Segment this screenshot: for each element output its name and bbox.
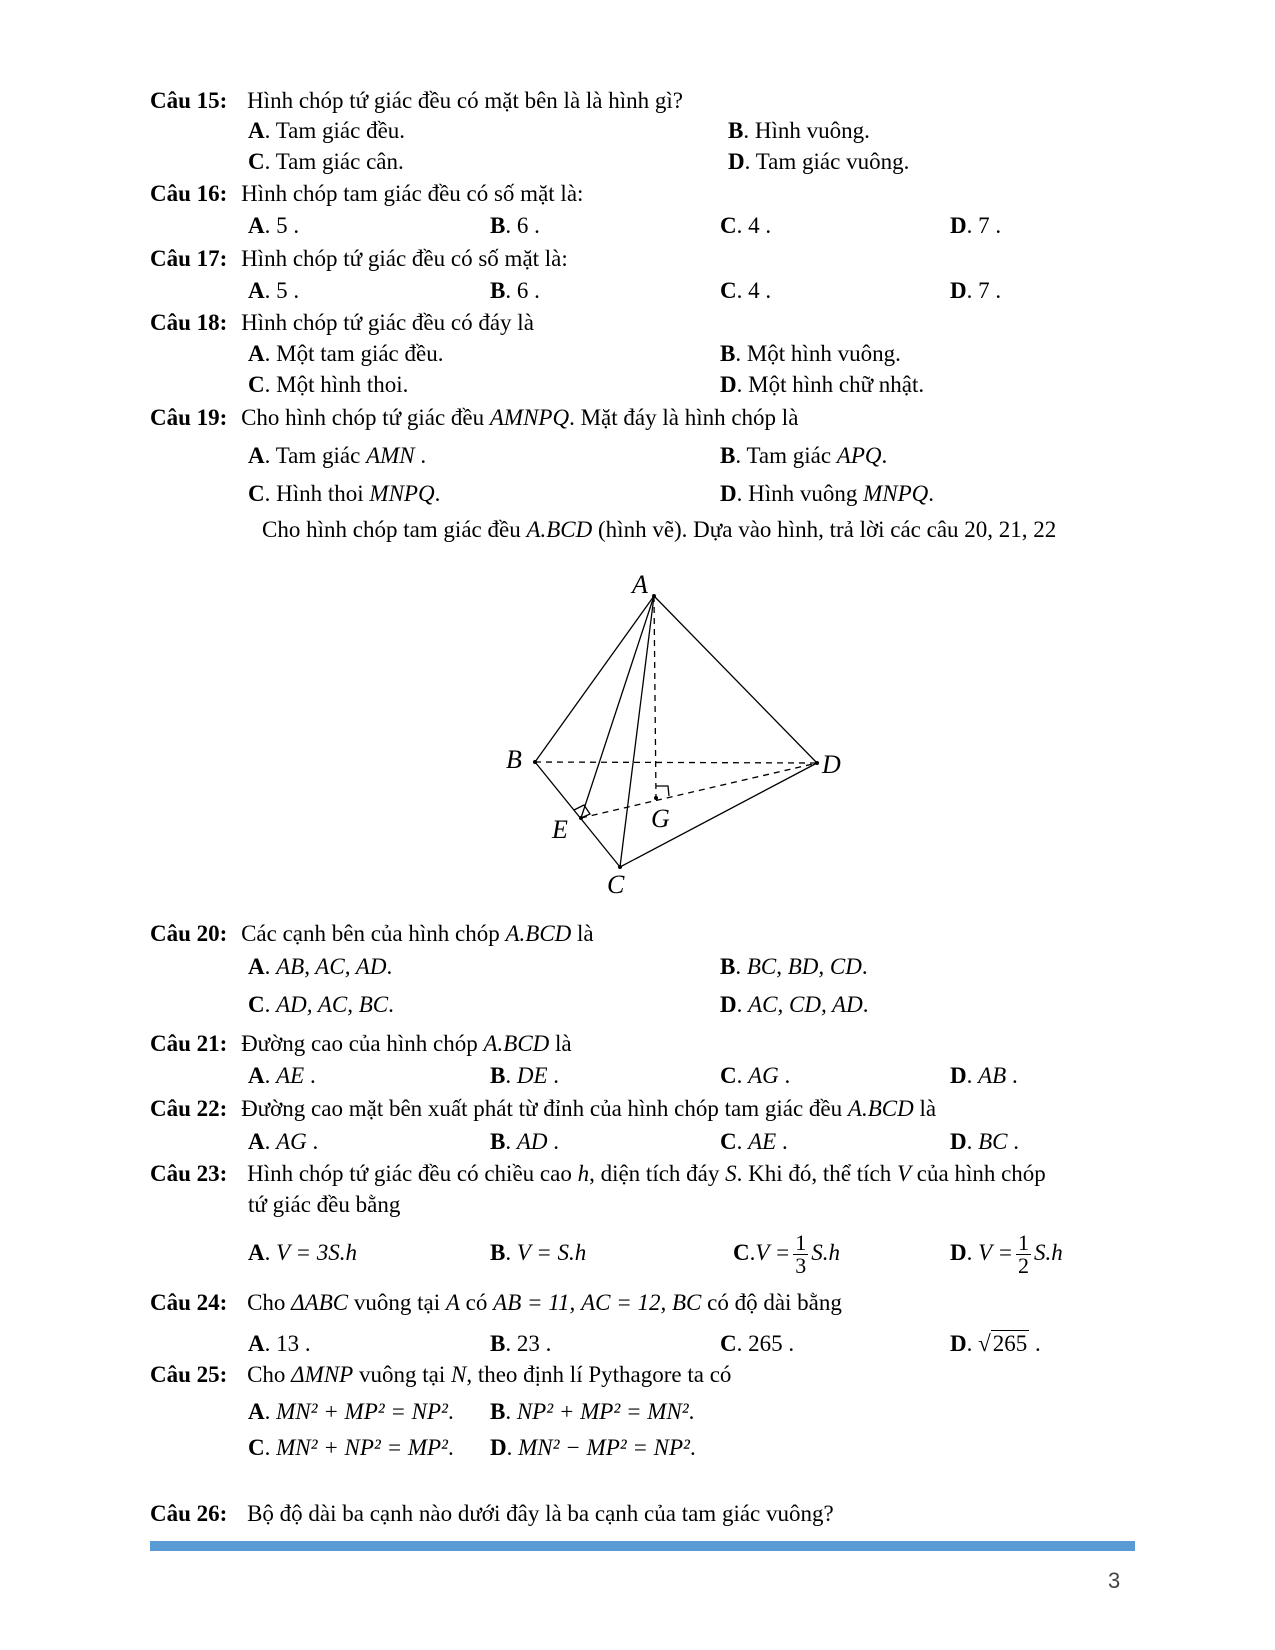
footer-bar xyxy=(150,1541,1135,1551)
label-B: B xyxy=(506,745,522,774)
question-20: Câu 20: Các cạnh bên của hình chóp A.BCD là xyxy=(150,921,594,946)
question-17: Câu 17: Hình chóp tứ giác đều có số mặt là: xyxy=(150,246,568,271)
q22-option-d[interactable]: D. BC . xyxy=(950,1129,1020,1154)
edge-BD xyxy=(535,762,817,763)
right-angle-G xyxy=(656,786,669,796)
q23-option-a[interactable]: A. V = 3S.h xyxy=(248,1240,358,1265)
q16-option-c[interactable]: C. 4 . xyxy=(720,213,772,238)
edge-AG xyxy=(654,596,656,798)
q16-option-a[interactable]: A. 5 . xyxy=(248,213,300,238)
question-24: Câu 24: Cho ΔABC vuông tại A có AB = 11, AC = 12, BC có độ dài bằng xyxy=(150,1290,842,1315)
label-G: G xyxy=(651,804,670,833)
q15-option-c[interactable]: C. Tam giác cân. xyxy=(248,149,404,174)
fraction: $\frac{1}{3}$ xyxy=(795,1230,807,1279)
q23-option-b[interactable]: B. V = S.h xyxy=(490,1240,587,1265)
fraction: $\frac{1}{2}$ xyxy=(1018,1230,1030,1279)
question-25: Câu 25: Cho ΔMNP vuông tại N, theo định lí Pythagore ta có xyxy=(150,1362,732,1387)
question-23-line-2: tứ giác đều bằng xyxy=(248,1192,401,1217)
q25-option-c[interactable]: C. MN² + NP² = MP². xyxy=(248,1435,454,1460)
edge-AD xyxy=(654,596,817,763)
edge-ED xyxy=(581,763,817,818)
q21-option-c[interactable]: C. AG . xyxy=(720,1063,791,1088)
q20-option-a[interactable]: A. AB, AC, AD. xyxy=(248,954,393,979)
question-22: Câu 22: Đường cao mặt bên xuất phát từ đỉnh của hình chóp tam giác đều A.BCD là xyxy=(150,1096,937,1121)
question-26: Câu 26: Bộ độ dài ba cạnh nào dưới đây là ba cạnh của tam giác vuông? xyxy=(150,1501,834,1526)
q15-option-a[interactable]: A. Tam giác đều. xyxy=(248,118,406,143)
q24-option-a[interactable]: A. 13 . xyxy=(248,1331,311,1356)
q19-option-d[interactable]: D. Hình vuông MNPQ. xyxy=(720,481,935,506)
q18-option-d[interactable]: D. Một hình chữ nhật. xyxy=(720,372,925,397)
question-19: Câu 19: Cho hình chóp tứ giác đều AMNPQ. Mặt đáy là hình chóp là xyxy=(150,405,799,430)
label-D: D xyxy=(822,750,841,779)
q21-option-d[interactable]: D. AB . xyxy=(950,1063,1018,1088)
q17-option-a[interactable]: A. 5 . xyxy=(248,278,300,303)
question-15: Câu 15: Hình chóp tứ giác đều có mặt bên là là hình gì? xyxy=(150,88,683,113)
q20-option-d[interactable]: D. AC, CD, AD. xyxy=(720,992,869,1017)
q16-option-b[interactable]: B. 6 . xyxy=(490,213,540,238)
q21-option-b[interactable]: B. DE . xyxy=(490,1063,560,1088)
q20-option-c[interactable]: C. AD, AC, BC. xyxy=(248,992,394,1017)
q20-option-b[interactable]: B. BC, BD, CD. xyxy=(720,954,868,979)
q24-option-d[interactable]: D. √265 . xyxy=(950,1331,1041,1356)
figure-intro: Cho hình chóp tam giác đều A.BCD (hình vẽ). Dựa vào hình, trả lời các câu 20, 21, 22 xyxy=(262,517,1057,542)
edge-AE xyxy=(581,596,654,818)
q18-option-a[interactable]: A. Một tam giác đều. xyxy=(248,341,444,366)
q22-option-a[interactable]: A. AG . xyxy=(248,1129,319,1154)
q23-option-c[interactable]: C.V = $\frac{1}{3}$ S.h xyxy=(733,1230,841,1279)
q19-option-a[interactable]: A. Tam giác AMN . xyxy=(248,443,427,468)
question-21: Câu 21: Đường cao của hình chóp A.BCD là xyxy=(150,1031,572,1056)
page-number: 3 xyxy=(1108,1568,1121,1593)
q18-option-c[interactable]: C. Một hình thoi. xyxy=(248,372,409,397)
question-18: Câu 18: Hình chóp tứ giác đều có đáy là xyxy=(150,310,534,335)
q25-option-a[interactable]: A. MN² + MP² = NP². xyxy=(248,1399,454,1424)
q15-option-b[interactable]: B. Hình vuông. xyxy=(728,118,870,143)
q19-option-c[interactable]: C. Hình thoi MNPQ. xyxy=(248,481,441,506)
q21-option-a[interactable]: A. AE . xyxy=(248,1063,316,1088)
q25-option-b[interactable]: B. NP² + MP² = MN². xyxy=(490,1399,695,1424)
edge-CD xyxy=(620,763,817,867)
sqrt-expression: √265 xyxy=(978,1331,1028,1356)
edge-BC xyxy=(535,762,620,867)
q15-option-d[interactable]: D. Tam giác vuông. xyxy=(728,149,910,174)
question-16: Câu 16: Hình chóp tam giác đều có số mặt là: xyxy=(150,181,584,206)
q25-option-d[interactable]: D. MN² − MP² = NP². xyxy=(490,1435,696,1460)
q22-option-b[interactable]: B. AD . xyxy=(490,1129,560,1154)
label-C: C xyxy=(607,870,625,899)
question-23: Câu 23: Hình chóp tứ giác đều có chiều cao h, diện tích đáy S. Khi đó, thể tích V của hình chóp xyxy=(150,1161,1046,1186)
q17-option-c[interactable]: C. 4 . xyxy=(720,278,772,303)
q24-option-c[interactable]: C. 265 . xyxy=(720,1331,795,1356)
label-A: A xyxy=(632,570,648,599)
q22-option-c[interactable]: C. AE . xyxy=(720,1129,788,1154)
q17-option-b[interactable]: B. 6 . xyxy=(490,278,540,303)
q19-option-b[interactable]: B. Tam giác APQ. xyxy=(720,443,888,468)
q18-option-b[interactable]: B. Một hình vuông. xyxy=(720,341,901,366)
label-E: E xyxy=(552,815,568,844)
q17-option-d[interactable]: D. 7 . xyxy=(950,278,1002,303)
q16-option-d[interactable]: D. 7 . xyxy=(950,213,1002,238)
q23-option-d[interactable]: D. V = $\frac{1}{2}$ S.h xyxy=(950,1230,1063,1279)
q24-option-b[interactable]: B. 23 . xyxy=(490,1331,552,1356)
